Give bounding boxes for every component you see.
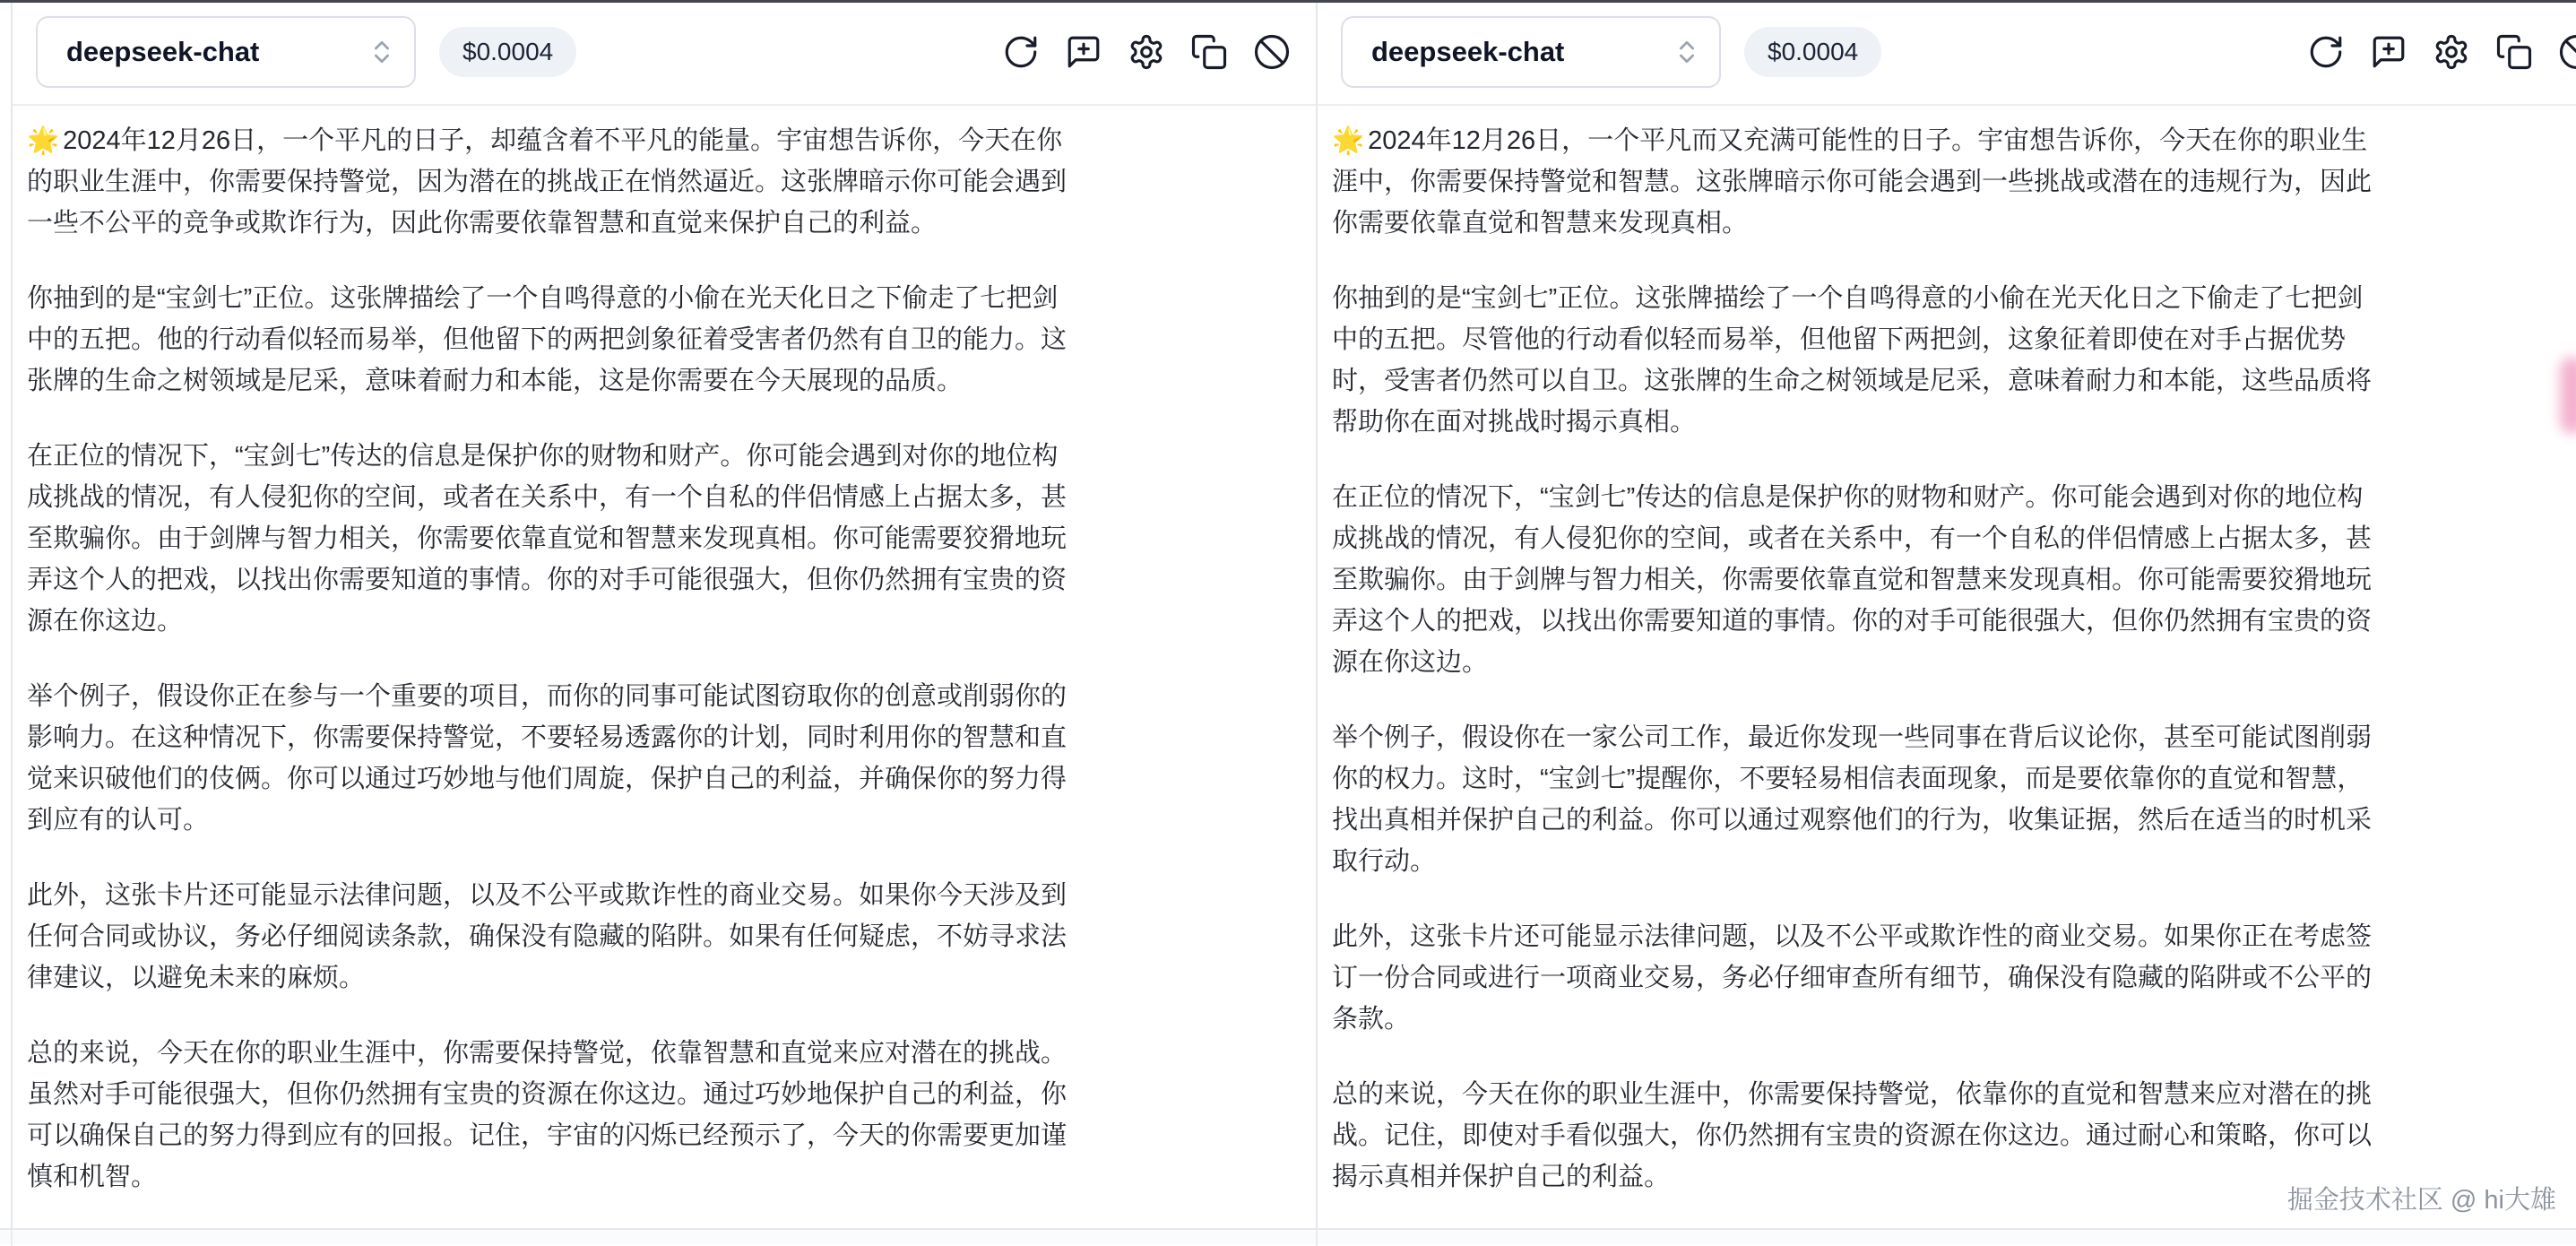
window-top-edge: [0, 0, 2576, 3]
floating-button-partial[interactable]: [2560, 357, 2576, 434]
message-content: [13, 106, 1316, 1198]
refresh-icon[interactable]: [2307, 33, 2345, 71]
model-name: deepseek-chat: [66, 36, 259, 68]
watermark: 掘金技术社区 @ hi大雄: [2287, 1180, 2556, 1216]
copy-icon[interactable]: [2495, 33, 2533, 71]
ban-icon[interactable]: [2558, 33, 2576, 71]
message-paragraph: 总的来说，今天在你的职业生涯中，你需要保持警觉，依靠你的直觉和智慧来应对潜在的挑战。记住，即使对手看似强大，你仍然拥有宝贵的资源在你这边。通过耐心和策略，你可以揭示真相并保护自己的利益。: [1332, 1074, 2382, 1198]
star-emoji: 🌟: [27, 126, 59, 155]
refresh-icon[interactable]: [1002, 33, 1040, 71]
message-paragraph: 你抽到的是“宝剑七”正位。这张牌描绘了一个自鸣得意的小偷在光天化日之下偷走了七把剑中的五把。他的行动看似轻而易举，但他留下的两把剑象征着受害者仍然有自卫的能力。这张牌的生命之树领域是尼采，意味着耐力和本能，这是你需要在今天展现的品质。: [27, 278, 1077, 402]
model-panel-left: [11, 0, 1316, 1244]
panel-toolbar: [2307, 33, 2576, 71]
panel-header: [1318, 0, 2576, 106]
divider-tick: [1316, 1230, 1318, 1246]
message-paragraph: 在正位的情况下，“宝剑七”传达的信息是保护你的财物和财产。你可能会遇到对你的地位构成挑战的情况，有人侵犯你的空间，或者在关系中，有一个自私的伴侣情感上占据太多，甚至欺骗你。由于剑牌与智力相关，你需要依靠直觉和智慧来发现真相。你可能需要狡猾地玩弄这个人的把戏，以找出你需要知道的事情。你的对手可能很强大，但你仍然拥有宝贵的资源在你这边。: [27, 436, 1077, 642]
ban-icon[interactable]: [1253, 33, 1291, 71]
model-panel-right: [1316, 0, 2576, 1244]
star-emoji: 🌟: [1332, 126, 1364, 155]
settings-icon[interactable]: [2433, 33, 2470, 71]
add-comment-icon[interactable]: [1065, 33, 1102, 71]
message-paragraph: 总的来说，今天在你的职业生涯中，你需要保持警觉，依靠智慧和直觉来应对潜在的挑战。虽然对手可能很强大，但你仍然拥有宝贵的资源在你这边。通过巧妙地保护自己的利益，你可以确保自己的努力得到应有的回报。记住，宇宙的闪烁已经预示了，今天的你需要更加谨慎和机智。: [27, 1033, 1077, 1198]
message-paragraph: 举个例子，假设你正在参与一个重要的项目，而你的同事可能试图窃取你的创意或削弱你的影响力。在这种情况下，你需要保持警觉，不要轻易透露你的计划，同时利用你的智慧和直觉来识破他们的伎俩。你可以通过巧妙地与他们周旋，保护自己的利益，并确保你的努力得到应有的认可。: [27, 676, 1077, 841]
message-content: [1318, 106, 2576, 1198]
message-paragraph: 此外，这张卡片还可能显示法律问题，以及不公平或欺诈性的商业交易。如果你今天涉及到任何合同或协议，务必仔细阅读条款，确保没有隐藏的陷阱。如果有任何疑虑，不妨寻求法律建议，以避免未来的麻烦。: [27, 875, 1077, 999]
model-select-dropdown[interactable]: [36, 16, 416, 88]
message-paragraph: [27, 120, 1077, 244]
chevrons-up-down-icon: [1673, 38, 1701, 66]
model-select-dropdown[interactable]: [1341, 16, 1721, 88]
panel-header: [13, 0, 1316, 106]
message-paragraph: 在正位的情况下，“宝剑七”传达的信息是保护你的财物和财产。你可能会遇到对你的地位构成挑战的情况，有人侵犯你的空间，或者在关系中，有一个自私的伴侣情感上占据太多，甚至欺骗你。由于剑牌与智力相关，你需要依靠直觉和智慧来发现真相。你可能需要狡猾地玩弄这个人的把戏，以找出你需要知道的事情。你的对手可能很强大，但你仍然拥有宝贵的资源在你这边。: [1332, 477, 2382, 683]
panel-toolbar: [1002, 33, 1291, 71]
message-paragraph: 你抽到的是“宝剑七”正位。这张牌描绘了一个自鸣得意的小偷在光天化日之下偷走了七把剑中的五把。尽管他的行动看似轻而易举，但他留下两把剑，这象征着即使在对手占据优势时，受害者仍然可以自卫。这张牌的生命之树领域是尼采，意味着耐力和本能，这些品质将帮助你在面对挑战时揭示真相。: [1332, 278, 2382, 443]
settings-icon[interactable]: [1128, 33, 1165, 71]
copy-icon[interactable]: [1190, 33, 1228, 71]
cost-badge: $0.0004: [1744, 27, 1881, 77]
add-comment-icon[interactable]: [2370, 33, 2407, 71]
message-paragraph: 此外，这张卡片还可能显示法律问题，以及不公平或欺诈性的商业交易。如果你正在考虑签订一份合同或进行一项商业交易，务必仔细审查所有细节，确保没有隐藏的陷阱或不公平的条款。: [1332, 916, 2382, 1040]
paragraph-text: 2024年12月26日，一个平凡而又充满可能性的日子。宇宙想告诉你，今天在你的职业生涯中，你需要保持警觉和智慧。这张牌暗示你可能会遇到一些挑战或潜在的违规行为，因此你需要依靠直觉和智慧来发现真相。: [1332, 126, 2372, 238]
cost-badge: $0.0004: [439, 27, 576, 77]
message-paragraph: [1332, 120, 2382, 244]
next-row-divider: [0, 1228, 2576, 1244]
paragraph-text: 2024年12月26日，一个平凡的日子，却蕴含着不平凡的能量。宇宙想告诉你，今天在你的职业生涯中，你需要保持警觉，因为潜在的挑战正在悄然逼近。这张牌暗示你可能会遇到一些不公平的竞争或欺诈行为，因此你需要依靠智慧和直觉来保护自己的利益。: [27, 126, 1067, 238]
model-name: deepseek-chat: [1371, 36, 1564, 68]
chevrons-up-down-icon: [367, 38, 396, 66]
message-paragraph: 举个例子，假设你在一家公司工作，最近你发现一些同事在背后议论你，甚至可能试图削弱你的权力。这时，“宝剑七”提醒你，不要轻易相信表面现象，而是要依靠你的直觉和智慧，找出真相并保护自己的利益。你可以通过观察他们的行为，收集证据，然后在适当的时机采取行动。: [1332, 717, 2382, 882]
divider-tick: [11, 1230, 13, 1246]
